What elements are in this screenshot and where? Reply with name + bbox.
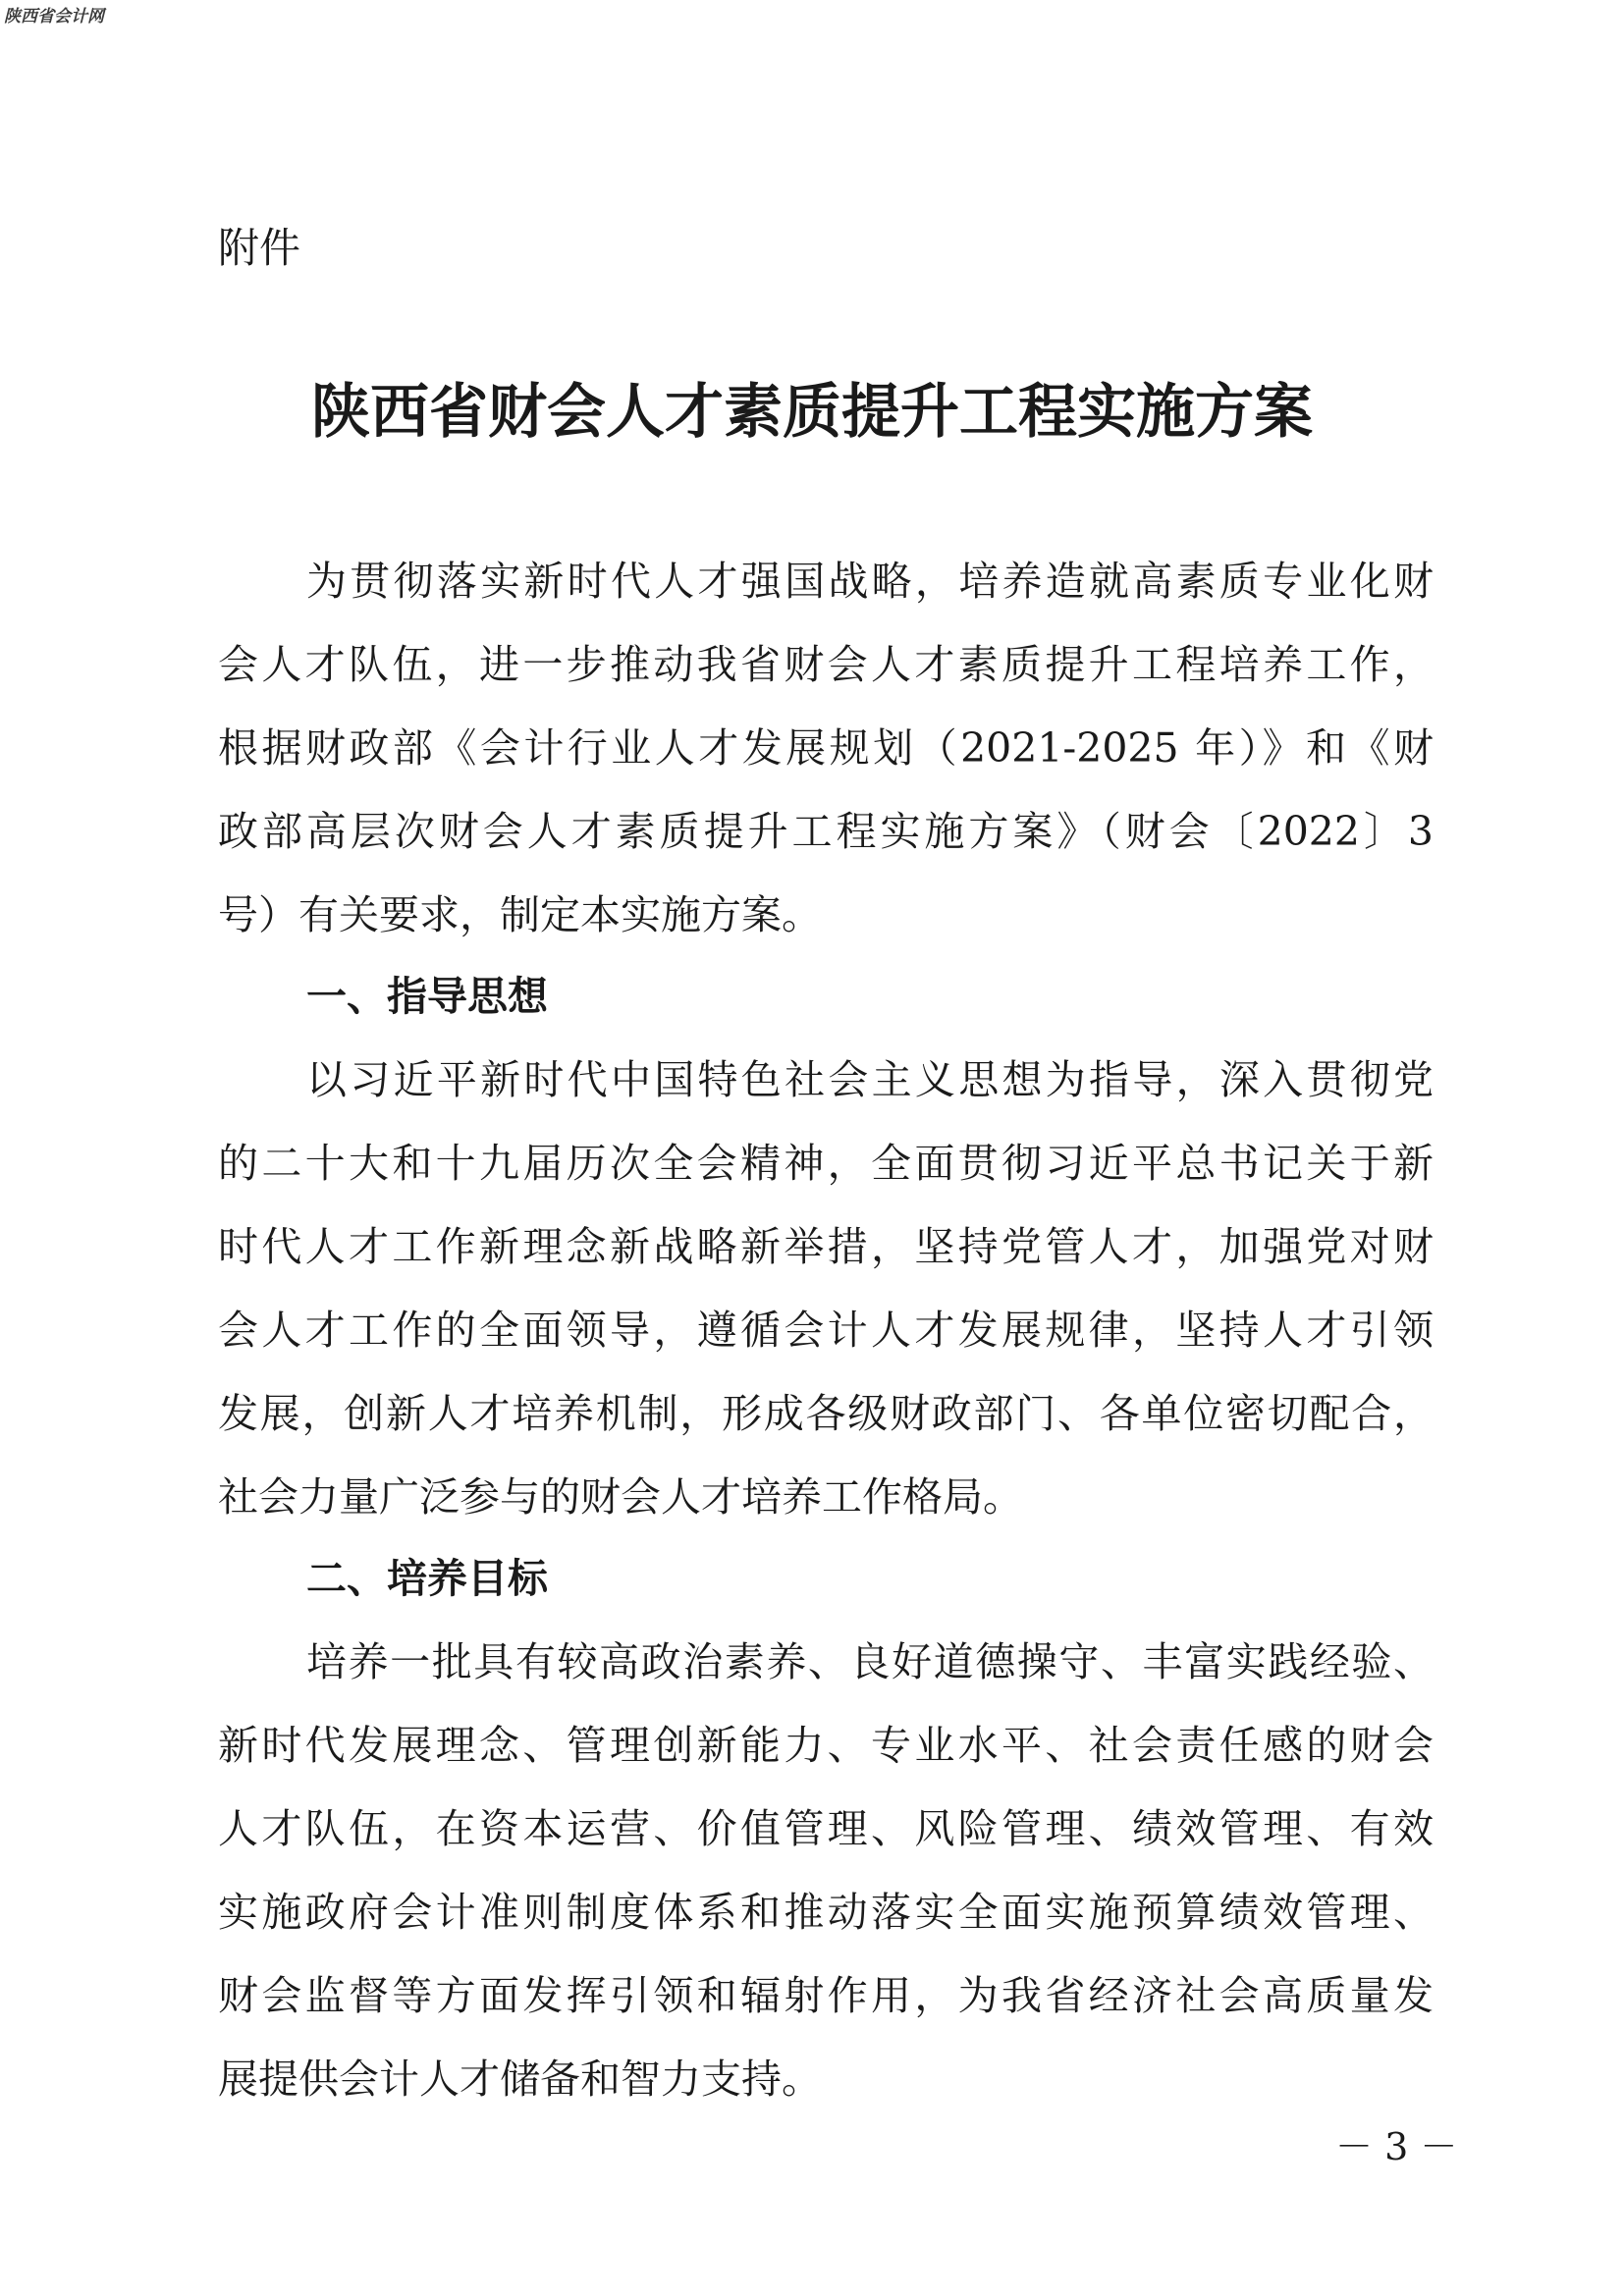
section1-line: 会人才工作的全面领导，遵循会计人才发展规律，坚持人才引领	[218, 1307, 1434, 1354]
page-title: 陕西省财会人才素质提升工程实施方案	[311, 378, 1313, 447]
intro-line: 根据财政部《会计行业人才发展规划（2021-2025 年）》和《财	[218, 724, 1434, 772]
section-heading-guiding-ideology: 一、指导思想	[306, 973, 548, 1020]
intro-line: 会人才队伍，进一步推动我省财会人才素质提升工程培养工作，	[218, 641, 1434, 688]
section1-line: 的二十大和十九届历次全会精神，全面贯彻习近平总书记关于新	[218, 1140, 1434, 1187]
section1-line: 发展，创新人才培养机制，形成各级财政部门、各单位密切配合，	[218, 1390, 1434, 1437]
page-number: － 3 －	[1335, 2125, 1458, 2168]
attachment-label: 附件	[218, 224, 301, 272]
section2-line: 新时代发展理念、管理创新能力、专业水平、社会责任感的财会	[218, 1722, 1434, 1769]
intro-line: 号）有关要求，制定本实施方案。	[218, 891, 822, 938]
intro-line: 为贯彻落实新时代人才强国战略，培养造就高素质专业化财	[306, 558, 1434, 605]
section1-line: 时代人才工作新理念新战略新举措，坚持党管人才，加强党对财	[218, 1223, 1434, 1270]
section-heading-training-goals: 二、培养目标	[306, 1555, 548, 1602]
section2-line: 实施政府会计准则制度体系和推动落实全面实施预算绩效管理、	[218, 1889, 1434, 1936]
section2-line: 展提供会计人才储备和智力支持。	[218, 2056, 822, 2103]
section1-line: 以习近平新时代中国特色社会主义思想为指导，深入贯彻党	[306, 1056, 1434, 1103]
section2-line: 人才队伍，在资本运营、价值管理、风险管理、绩效管理、有效	[218, 1805, 1434, 1852]
intro-line: 政部高层次财会人才素质提升工程实施方案》（财会〔2022〕3	[218, 808, 1434, 855]
site-watermark: 陕西省会计网	[4, 7, 104, 27]
section2-line: 培养一批具有较高政治素养、良好道德操守、丰富实践经验、	[306, 1638, 1434, 1685]
section1-line: 社会力量广泛参与的财会人才培养工作格局。	[218, 1473, 1023, 1521]
section2-line: 财会监督等方面发挥引领和辐射作用，为我省经济社会高质量发	[218, 1972, 1434, 2019]
